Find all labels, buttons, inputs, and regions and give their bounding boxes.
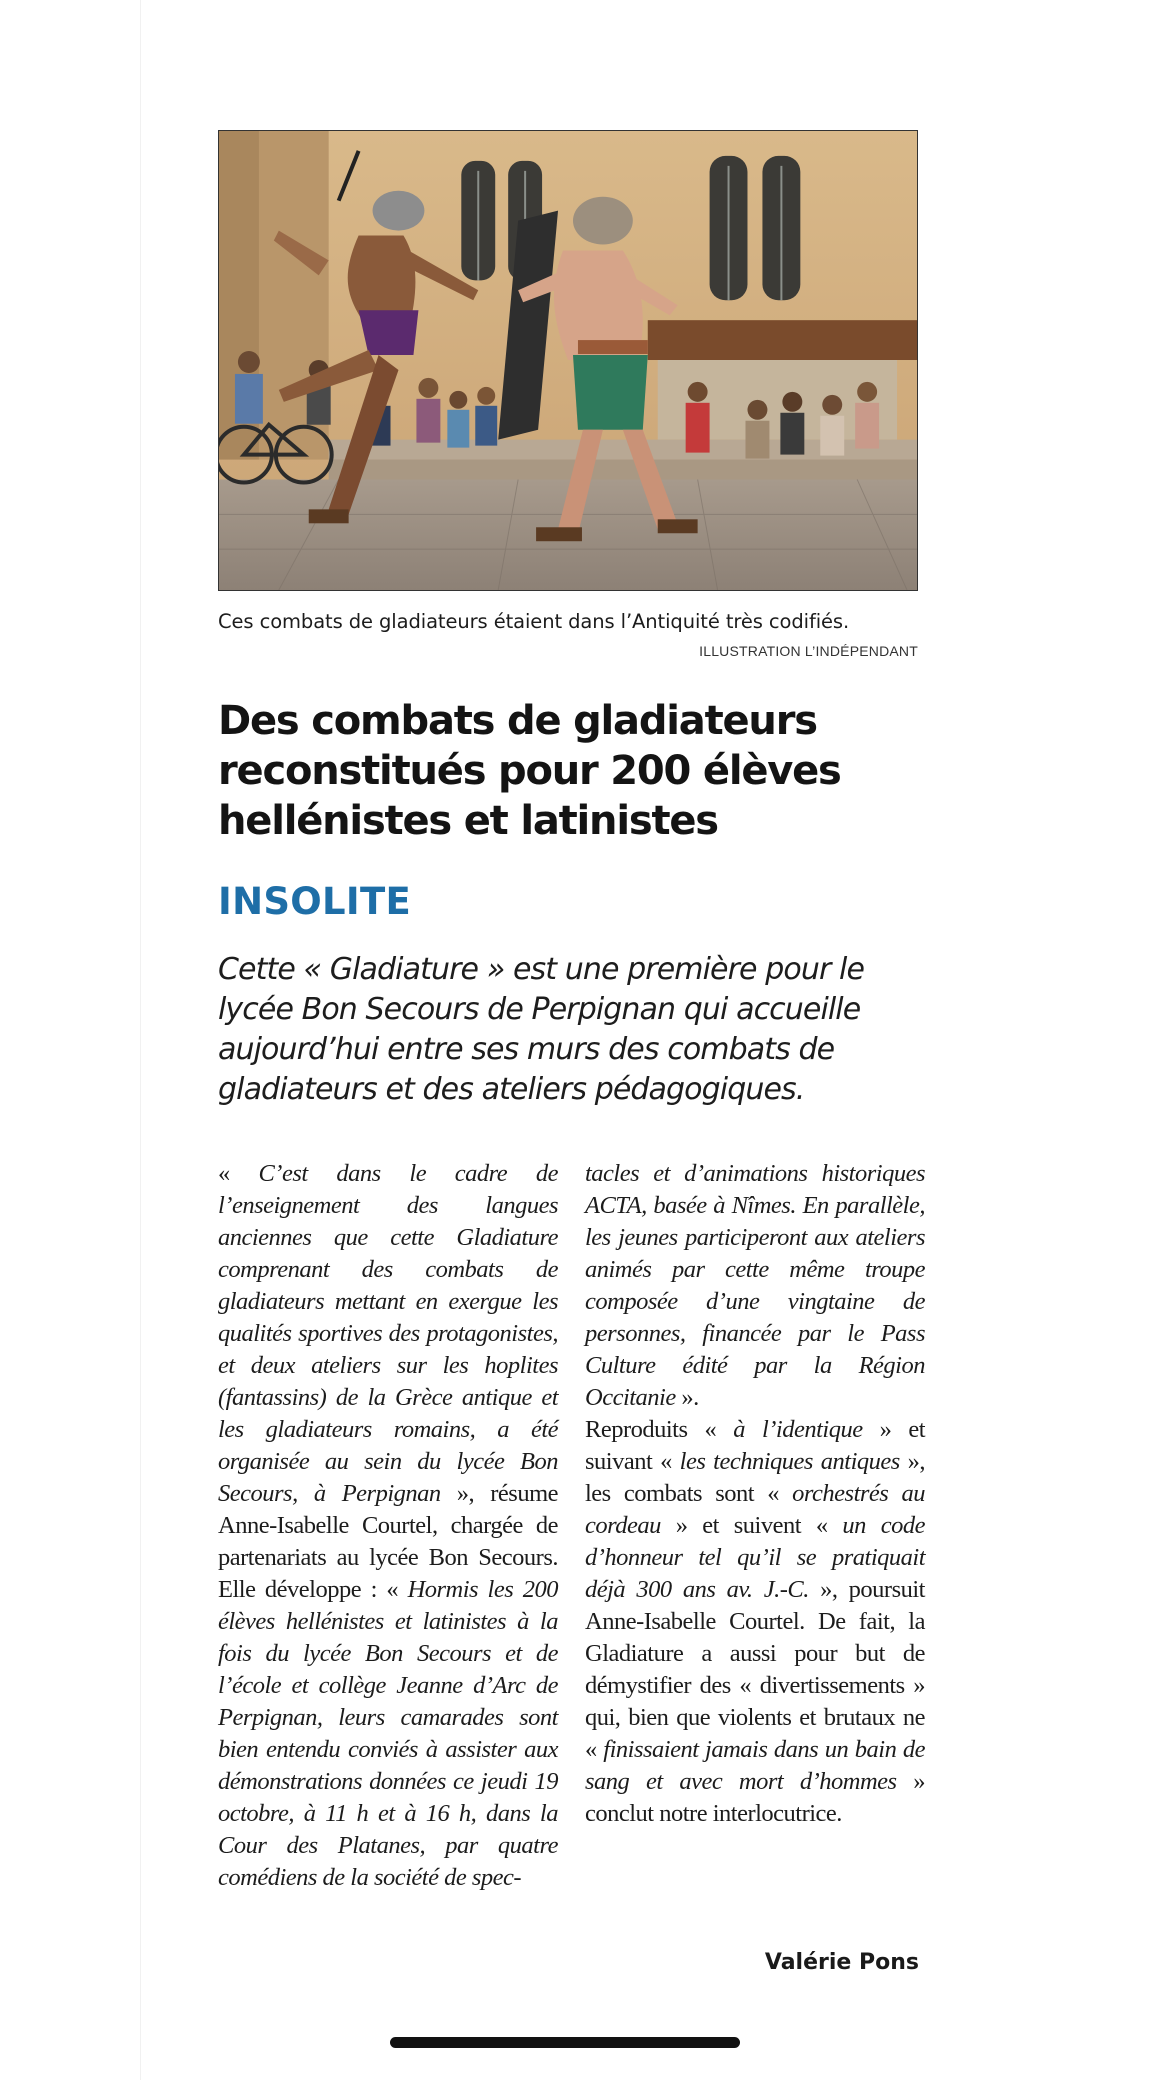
- article-body-column-left: [218, 1158, 558, 1894]
- article-standfirst: Cette « Gladiature » est une première pour le lycée Bon Secours de Perpignan qui accueille aujourd’hui entre ses murs des combats de gladiateurs et des ateliers pédagogiques.: [218, 952, 865, 1107]
- article-headline: Des combats de gladiateurs reconstitués pour 200 élèves hellénistes et latinistes: [218, 698, 841, 844]
- article-author: Valérie Pons: [764, 1950, 919, 1975]
- article-kicker: INSOLITE: [218, 880, 412, 923]
- photo-caption: Ces combats de gladiateurs étaient dans l’Antiquité très codifiés.: [218, 610, 850, 633]
- page-edge: [140, 0, 141, 2080]
- body-paragraph: « C’est dans le cadre de l’enseignement des langues anciennes que cette Gladiature comprenant des combats de gladiateurs mettant en exergue les qualités sportives des protagonistes, et deux ateliers sur les hoplites (fantassins) de la Grèce antique et les gladiateurs romains, a été organisée au sein du lycée Bon Secours, à Perpignan », résume Anne-Isabelle Courtel, chargée de partenariats au lycée Bon Secours. Elle développe : « Hormis les 200 élèves hellénistes et latinistes à la fois du lycée Bon Secours et de l’école et collège Jeanne d’Arc de Perpignan, leurs camarades sont bien entendu conviés à assister aux démonstrations données ce jeudi 19 octobre, à 11 h et à 16 h, dans la Cour des Platanes, par quatre comédiens de la société de spec-: [218, 1160, 558, 1891]
- article-photo: [218, 130, 918, 591]
- body-paragraph: Reproduits « à l’identique » et suivant « les techniques antiques », les combats sont « orchestrés au cordeau » et suivent « un code d’honneur tel qu’il se pratiquait déjà 300 ans av. J.-C. », poursuit Anne-Isabelle Courtel. De fait, la Gladiature a aussi pour but de démystifier des « divertissements » qui, bien que violents et brutaux ne « finissaient jamais dans un bain de sang et avec mort d’hommes » conclut notre interlocutrice.: [585, 1416, 926, 1827]
- photo-credit: ILLUSTRATION L’INDÉPENDANT: [699, 643, 918, 659]
- gladiator-photo-illustration: [219, 131, 917, 590]
- body-paragraph: tacles et d’animations historiques ACTA, basée à Nîmes. En parallèle, les jeunes participeront aux ateliers animés par cette même troupe composée d’une vingtaine de personnes, financée par le Pass Culture édité par la Région Occitanie ».: [585, 1160, 925, 1411]
- home-indicator[interactable]: [390, 2037, 740, 2048]
- article-body-column-right: [585, 1158, 925, 1830]
